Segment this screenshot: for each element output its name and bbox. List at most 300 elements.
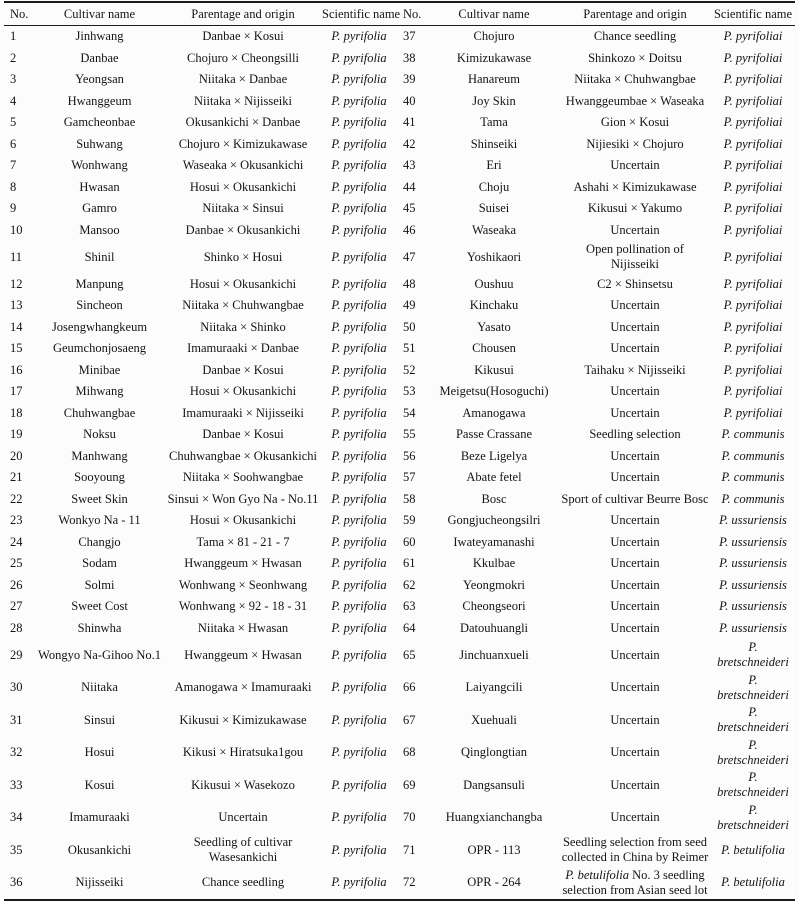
- cultivar-name: Iwateyamanashi: [453, 534, 535, 549]
- table-row: [4, 295, 795, 317]
- row-number: 21: [10, 470, 23, 485]
- parentage-origin: Uncertain: [610, 319, 660, 334]
- table-row: [4, 553, 795, 575]
- row-number: 48: [403, 276, 416, 291]
- cultivar-name: Yeongsan: [75, 72, 124, 87]
- cultivar-name: Hwasan: [79, 179, 120, 194]
- parentage-origin: Niitaka × Soohwangbae: [182, 470, 304, 485]
- row-number: 60: [403, 534, 416, 549]
- row-number: 66: [403, 680, 416, 695]
- cultivar-name: OPR - 264: [467, 875, 521, 890]
- cultivar-name: Mihwang: [75, 384, 124, 399]
- cultivar-name: Suhwang: [76, 136, 123, 151]
- cultivar-name: Oushuu: [474, 276, 514, 291]
- table-row: [4, 241, 795, 274]
- scientific-name: P. communis: [721, 491, 785, 506]
- table-row: [4, 737, 795, 770]
- table-row: [4, 467, 795, 489]
- row-number: 13: [10, 298, 23, 313]
- row-number: 55: [403, 427, 416, 442]
- row-number: 6: [10, 136, 17, 151]
- parentage-origin: Niitaka × Hwasan: [197, 620, 289, 635]
- cultivar-name: Imamuraaki: [69, 810, 130, 825]
- cultivar-name: Jinhwang: [75, 29, 124, 44]
- parentage-origin: Uncertain: [218, 810, 268, 825]
- cultivar-name: Tama: [480, 115, 508, 130]
- parentage-origin: Niitaka × Nijisseiki: [193, 93, 292, 108]
- parentage-origin: Uncertain: [610, 158, 660, 173]
- row-number: 17: [10, 384, 23, 399]
- table-row: [4, 317, 795, 339]
- scientific-name: P. pyrifolia: [331, 93, 387, 108]
- row-number: 12: [10, 276, 23, 291]
- scientific-name: P. pyrifoliai: [723, 276, 783, 291]
- row-number: 49: [403, 298, 416, 313]
- scientific-name: P. bretschneideri: [717, 737, 789, 767]
- row-number: 36: [10, 875, 23, 890]
- header-parentage-right: Parentage and origin: [559, 2, 711, 26]
- row-number: 24: [10, 534, 23, 549]
- scientific-name: P. pyrifolia: [331, 115, 387, 130]
- scientific-name: P. ussuriensis: [719, 620, 787, 635]
- parentage-origin: Uncertain: [610, 777, 660, 792]
- parentage-origin: Amanogawa × Imamuraaki: [174, 680, 312, 695]
- header-parentage-left: Parentage and origin: [165, 2, 321, 26]
- cultivar-name: Gamcheonbae: [63, 115, 136, 130]
- table-row: [4, 639, 795, 672]
- row-number: 61: [403, 556, 416, 571]
- parentage-origin: Uncertain: [610, 599, 660, 614]
- scientific-name: P. pyrifolia: [331, 577, 387, 592]
- parentage-origin: Hwanggeum × Hwasan: [184, 647, 302, 662]
- row-number: 28: [10, 620, 23, 635]
- scientific-name: P. pyrifoliai: [723, 362, 783, 377]
- cultivar-name: Shinil: [84, 249, 115, 264]
- scientific-name: P. pyrifoliai: [723, 115, 783, 130]
- cultivar-name: Dangsansuli: [463, 777, 525, 792]
- scientific-name: P. pyrifolia: [331, 276, 387, 291]
- row-number: 71: [403, 842, 416, 857]
- cultivar-name: Gamro: [82, 201, 117, 216]
- scientific-name: P. ussuriensis: [719, 556, 787, 571]
- table-row: [4, 802, 795, 835]
- scientific-name: P. pyrifolia: [331, 647, 387, 662]
- cultivar-name: Chuhwangbae: [63, 405, 136, 420]
- cultivar-table-container: [4, 1, 795, 901]
- scientific-name: P. pyrifolia: [331, 491, 387, 506]
- table-row: [4, 338, 795, 360]
- scientific-name: P. ussuriensis: [719, 577, 787, 592]
- cultivar-name: Qinglongtian: [461, 745, 527, 760]
- cultivar-name: Manhwang: [71, 448, 128, 463]
- scientific-name: P. pyrifoliai: [723, 384, 783, 399]
- cultivar-name: Laiyangcili: [465, 680, 523, 695]
- scientific-name: P. pyrifolia: [331, 875, 387, 890]
- cultivar-name: Hosui: [84, 745, 115, 760]
- scientific-name: P. bretschneideri: [717, 705, 789, 735]
- scientific-name: P. pyrifolia: [331, 362, 387, 377]
- parentage-origin: Kikusi × Hiratsuka1gou: [182, 745, 304, 760]
- row-number: 5: [10, 115, 17, 130]
- parentage-origin: Uncertain: [610, 513, 660, 528]
- parentage-origin: Open pollination of Nijisseiki: [586, 242, 684, 272]
- table-row: [4, 403, 795, 425]
- parentage-origin: Chojuro × Kimizukawase: [178, 136, 308, 151]
- parentage-origin: Niitaka × Chuhwangbae: [574, 72, 696, 87]
- cultivar-name: Meigetsu(Hosoguchi): [439, 384, 549, 399]
- cultivar-name: Yoshikaori: [466, 249, 522, 264]
- row-number: 72: [403, 875, 416, 890]
- cultivar-name: Xuehuali: [471, 712, 517, 727]
- table-body: [4, 26, 795, 901]
- parentage-origin: Sport of cultivar Beurre Bosc: [561, 491, 709, 506]
- row-number: 30: [10, 680, 23, 695]
- row-number: 44: [403, 179, 416, 194]
- parentage-italic-species: P. betulifolia: [565, 867, 629, 882]
- scientific-name: P. pyrifoliai: [723, 249, 783, 264]
- row-number: 25: [10, 556, 23, 571]
- table-row: [4, 704, 795, 737]
- scientific-name: P. pyrifolia: [331, 842, 387, 857]
- header-cultivar-right: Cultivar name: [429, 2, 559, 26]
- table-row: [4, 274, 795, 296]
- row-number: 70: [403, 810, 416, 825]
- parentage-origin: Uncertain: [610, 745, 660, 760]
- row-number: 26: [10, 577, 23, 592]
- cultivar-name: Kimizukawase: [456, 50, 532, 65]
- row-number: 51: [403, 341, 416, 356]
- cultivar-name: Jinchuanxueli: [459, 647, 529, 662]
- row-number: 1: [10, 29, 17, 44]
- parentage-origin: Nijiesiki × Chojuro: [586, 136, 684, 151]
- parentage-origin: Chuhwangbae × Okusankichi: [169, 448, 317, 463]
- row-number: 14: [10, 319, 23, 334]
- scientific-name: P. pyrifolia: [331, 448, 387, 463]
- cultivar-name: OPR - 113: [467, 842, 521, 857]
- cultivar-name: Minibae: [78, 362, 121, 377]
- cultivar-name: Shinwha: [77, 620, 122, 635]
- scientific-name: P. pyrifolia: [331, 777, 387, 792]
- parentage-origin: Uncertain: [610, 712, 660, 727]
- row-number: 47: [403, 249, 416, 264]
- row-number: 45: [403, 201, 416, 216]
- table-row: [4, 489, 795, 511]
- row-number: 68: [403, 745, 416, 760]
- row-number: 38: [403, 50, 416, 65]
- cultivar-name: Sooyoung: [74, 470, 125, 485]
- cultivar-name: Yasato: [477, 319, 511, 334]
- parentage-origin: Seedling of cultivar Wasesankichi: [193, 835, 293, 865]
- cultivar-name: Bosc: [481, 491, 507, 506]
- table-row: [4, 26, 795, 48]
- parentage-origin: Niitaka × Danbae: [198, 72, 288, 87]
- table-row: [4, 198, 795, 220]
- scientific-name: P. pyrifolia: [331, 680, 387, 695]
- parentage-origin: Hwanggeumbae × Waseaka: [565, 93, 705, 108]
- parentage-origin: C2 × Shinsetsu: [597, 276, 673, 291]
- cultivar-name: Sweet Skin: [71, 491, 128, 506]
- scientific-name: P. pyrifoliai: [723, 179, 783, 194]
- cultivar-name: Suisei: [478, 201, 510, 216]
- scientific-name: P. pyrifoliai: [723, 72, 783, 87]
- table-row: [4, 220, 795, 242]
- scientific-name: P. pyrifoliai: [723, 341, 783, 356]
- cultivar-name: Amanogawa: [462, 405, 526, 420]
- parentage-origin: Hwanggeum × Hwasan: [184, 556, 302, 571]
- parentage-origin: Danbae × Kosui: [202, 362, 284, 377]
- cultivar-name: Gongjucheongsilri: [447, 513, 541, 528]
- row-number: 3: [10, 72, 17, 87]
- row-number: 65: [403, 647, 416, 662]
- scientific-name: P. betulifolia: [721, 875, 785, 890]
- scientific-name: P. bretschneideri: [717, 672, 789, 702]
- scientific-name: P. pyrifoliai: [723, 50, 783, 65]
- row-number: 20: [10, 448, 23, 463]
- cultivar-name: Sodam: [82, 556, 117, 571]
- parentage-origin: Chance seedling: [593, 29, 677, 44]
- table-row: [4, 510, 795, 532]
- table-row: [4, 360, 795, 382]
- cultivar-name: Noksu: [83, 427, 116, 442]
- scientific-name: P. pyrifolia: [331, 810, 387, 825]
- scientific-name: P. pyrifoliai: [723, 93, 783, 108]
- row-number: 37: [403, 29, 416, 44]
- table-row: [4, 112, 795, 134]
- cultivar-name: Passe Crassane: [455, 427, 533, 442]
- scientific-name: P. communis: [721, 470, 785, 485]
- scientific-name: P. pyrifoliai: [723, 136, 783, 151]
- parentage-origin: Danbae × Kosui: [202, 427, 284, 442]
- header-row: [4, 2, 795, 26]
- cultivar-name: Joy Skin: [472, 93, 516, 108]
- cultivar-name: Sincheon: [76, 298, 123, 313]
- scientific-name: P. pyrifoliai: [723, 201, 783, 216]
- scientific-name: P. communis: [721, 427, 785, 442]
- cultivar-name: Kikusui: [474, 362, 514, 377]
- cultivar-name: Wongyo Na-Gihoo No.1: [38, 647, 161, 662]
- parentage-origin: Hosui × Okusankichi: [189, 179, 297, 194]
- parentage-origin: Imamuraaki × Nijisseiki: [182, 405, 304, 420]
- parentage-origin: Uncertain: [610, 810, 660, 825]
- parentage-origin: Kikusui × Kimizukawase: [179, 712, 307, 727]
- table-row: [4, 48, 795, 70]
- row-number: 32: [10, 745, 23, 760]
- table-row: [4, 672, 795, 705]
- parentage-origin: Hosui × Okusankichi: [189, 276, 297, 291]
- parentage-origin: Uncertain: [610, 577, 660, 592]
- cultivar-name: Sweet Cost: [71, 599, 128, 614]
- parentage-origin: Uncertain: [610, 341, 660, 356]
- header-no-left: No.: [4, 2, 34, 26]
- parentage-origin: Uncertain: [610, 405, 660, 420]
- row-number: 34: [10, 810, 23, 825]
- scientific-name: P. pyrifolia: [331, 249, 387, 264]
- cultivar-name: Abate fetel: [466, 470, 522, 485]
- row-number: 67: [403, 712, 416, 727]
- row-number: 63: [403, 599, 416, 614]
- parentage-origin: Niitaka × Sinsui: [202, 201, 284, 216]
- scientific-name: P. pyrifolia: [331, 470, 387, 485]
- parentage-origin: Gion × Kosui: [600, 115, 670, 130]
- scientific-name: P. pyrifoliai: [723, 298, 783, 313]
- row-number: 9: [10, 201, 17, 216]
- cultivar-name: Josengwhangkeum: [51, 319, 148, 334]
- row-number: 39: [403, 72, 416, 87]
- row-number: 27: [10, 599, 23, 614]
- parentage-origin: Waseaka × Okusankichi: [182, 158, 304, 173]
- cultivar-name: Eri: [486, 158, 502, 173]
- row-number: 7: [10, 158, 17, 173]
- parentage-origin: Kikusui × Wasekozo: [191, 777, 295, 792]
- cultivar-name: Yeongmokri: [463, 577, 525, 592]
- row-number: 53: [403, 384, 416, 399]
- scientific-name: P. pyrifolia: [331, 29, 387, 44]
- scientific-name: P. pyrifolia: [331, 179, 387, 194]
- row-number: 33: [10, 777, 23, 792]
- scientific-name: P. pyrifolia: [331, 427, 387, 442]
- scientific-name: P. pyrifolia: [331, 712, 387, 727]
- parentage-origin: Tama × 81 - 21 - 7: [196, 534, 290, 549]
- scientific-name: P. pyrifolia: [331, 201, 387, 216]
- row-number: 50: [403, 319, 416, 334]
- row-number: 22: [10, 491, 23, 506]
- row-number: 52: [403, 362, 416, 377]
- cultivar-name: Huangxianchangba: [445, 810, 543, 825]
- parentage-origin: Wonhwang × 92 - 18 - 31: [178, 599, 308, 614]
- scientific-name: P. pyrifolia: [331, 298, 387, 313]
- scientific-name: P. pyrifolia: [331, 599, 387, 614]
- row-number: 31: [10, 712, 23, 727]
- scientific-name: P. communis: [721, 448, 785, 463]
- header-no-right: No.: [397, 2, 429, 26]
- row-number: 8: [10, 179, 17, 194]
- parentage-origin: Shinko × Hosui: [203, 249, 283, 264]
- cultivar-name: Nijisseiki: [75, 875, 124, 890]
- row-number: 42: [403, 136, 416, 151]
- row-number: 54: [403, 405, 416, 420]
- row-number: 10: [10, 222, 23, 237]
- row-number: 62: [403, 577, 416, 592]
- scientific-name: P. pyrifolia: [331, 384, 387, 399]
- cultivar-name: Cheongseori: [462, 599, 526, 614]
- cultivar-name: Wonkyo Na - 11: [58, 513, 141, 528]
- row-number: 59: [403, 513, 416, 528]
- cultivar-name: Chousen: [472, 341, 516, 356]
- row-number: 64: [403, 620, 416, 635]
- table-row: [4, 69, 795, 91]
- scientific-name: P. pyrifoliai: [723, 319, 783, 334]
- row-number: 58: [403, 491, 416, 506]
- cultivar-name: Chojuro: [473, 29, 515, 44]
- cultivar-name: Changjo: [78, 534, 121, 549]
- row-number: 4: [10, 93, 17, 108]
- table-row: [4, 381, 795, 403]
- parentage-origin: Chojuro × Cheongsilli: [187, 50, 299, 65]
- scientific-name: P. bretschneideri: [717, 802, 789, 832]
- parentage-origin: Uncertain: [610, 534, 660, 549]
- parentage-origin: Uncertain: [610, 448, 660, 463]
- cultivar-name: Solmi: [84, 577, 115, 592]
- parentage-origin: Uncertain: [610, 470, 660, 485]
- parentage-origin: P. betulifolia No. 3 seedling selection from Asian seed lot: [562, 867, 708, 897]
- row-number: 2: [10, 50, 17, 65]
- cultivar-name: Choju: [478, 179, 510, 194]
- row-number: 15: [10, 341, 23, 356]
- scientific-name: P. pyrifoliai: [723, 158, 783, 173]
- row-number: 43: [403, 158, 416, 173]
- parentage-origin: Uncertain: [610, 298, 660, 313]
- cultivar-name: Hwanggeum: [67, 93, 132, 108]
- cultivar-table: [4, 1, 795, 901]
- scientific-name: P. pyrifolia: [331, 319, 387, 334]
- cultivar-name: Manpung: [75, 276, 124, 291]
- row-number: 11: [10, 249, 23, 264]
- header-cultivar-left: Cultivar name: [34, 2, 165, 26]
- row-number: 46: [403, 222, 416, 237]
- scientific-name: P. pyrifolia: [331, 405, 387, 420]
- table-row: [4, 769, 795, 802]
- scientific-name: P. pyrifolia: [331, 72, 387, 87]
- table-row: [4, 177, 795, 199]
- table-row: [4, 867, 795, 901]
- cultivar-name: Datouhuangli: [459, 620, 529, 635]
- parentage-origin: Okusankichi × Danbae: [185, 115, 301, 130]
- parentage-origin: Uncertain: [610, 222, 660, 237]
- parentage-origin: Uncertain: [610, 680, 660, 695]
- scientific-name: P. pyrifolia: [331, 341, 387, 356]
- parentage-origin: Sinsui × Won Gyo Na - No.11: [167, 491, 319, 506]
- scientific-name: P. pyrifolia: [331, 745, 387, 760]
- parentage-origin: Hosui × Okusankichi: [189, 384, 297, 399]
- row-number: 23: [10, 513, 23, 528]
- cultivar-name: Kinchaku: [469, 298, 519, 313]
- row-number: 18: [10, 405, 23, 420]
- cultivar-name: Kosui: [84, 777, 115, 792]
- row-number: 56: [403, 448, 416, 463]
- row-number: 35: [10, 842, 23, 857]
- parentage-origin: Imamuraaki × Danbae: [187, 341, 299, 356]
- scientific-name: P. ussuriensis: [719, 599, 787, 614]
- parentage-origin: Danbae × Okusankichi: [185, 222, 301, 237]
- parentage-origin: Uncertain: [610, 384, 660, 399]
- cultivar-name: Shinseiki: [470, 136, 518, 151]
- scientific-name: P. pyrifoliai: [723, 222, 783, 237]
- header-scientific-left: Scientific name: [321, 2, 397, 26]
- parentage-origin: Taihaku × Nijisseiki: [584, 362, 686, 377]
- cultivar-name: Mansoo: [79, 222, 120, 237]
- scientific-name: P. pyrifolia: [331, 620, 387, 635]
- cultivar-name: Hanareum: [467, 72, 521, 87]
- parentage-origin: Hosui × Okusankichi: [189, 513, 297, 528]
- parentage-origin: Uncertain: [610, 620, 660, 635]
- parentage-origin: Shinkozo × Doitsu: [588, 50, 682, 65]
- table-row: [4, 91, 795, 113]
- cultivar-name: Sinsui: [83, 712, 116, 727]
- row-number: 69: [403, 777, 416, 792]
- scientific-name: P. ussuriensis: [719, 513, 787, 528]
- table-row: [4, 134, 795, 156]
- parentage-origin: Niitaka × Shinko: [200, 319, 286, 334]
- table-row: [4, 155, 795, 177]
- parentage-origin: Chance seedling: [201, 875, 285, 890]
- parentage-origin: Seedling selection from seed collected in China by Reimer: [561, 835, 709, 865]
- scientific-name: P. pyrifolia: [331, 50, 387, 65]
- table-row: [4, 596, 795, 618]
- scientific-name: P. pyrifolia: [331, 556, 387, 571]
- table-row: [4, 575, 795, 597]
- cultivar-name: Wonhwang: [71, 158, 128, 173]
- scientific-name: P. pyrifolia: [331, 136, 387, 151]
